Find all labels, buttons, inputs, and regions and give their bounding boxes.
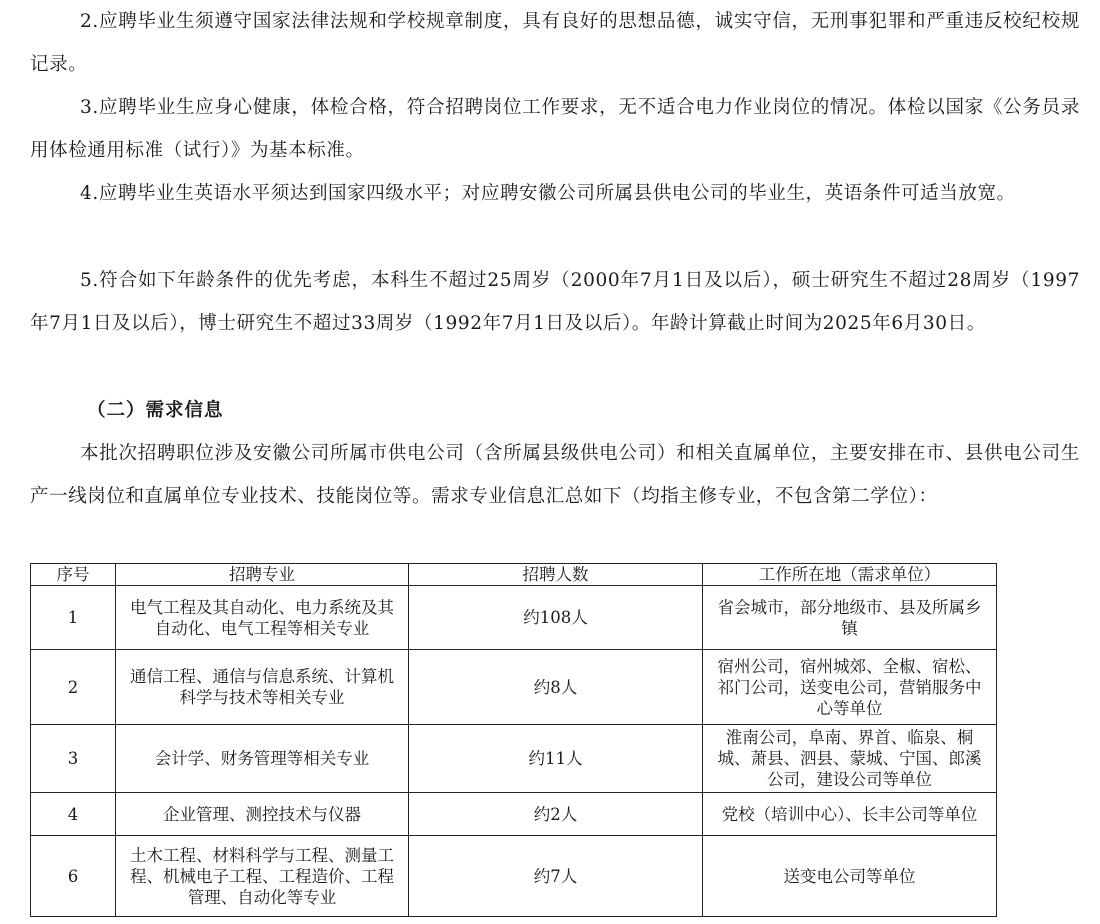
cell-location: 淮南公司，阜南、界首、临泉、桐城、萧县、泗县、蒙城、宁国、郎溪公司，建设公司等单位 [703, 725, 997, 793]
cell-location: 宿州公司，宿州城郊、全椒、宿松、祁门公司，送变电公司，营销服务中心等单位 [703, 650, 997, 725]
table-row [31, 793, 997, 836]
requirements-table [30, 563, 997, 917]
cell-major: 会计学、财务管理等相关专业 [116, 725, 409, 793]
cell-location: 送变电公司等单位 [703, 836, 997, 917]
header-location: 工作所在地（需求单位） [703, 564, 997, 586]
table-row [31, 836, 997, 917]
cell-count: 约2人 [409, 793, 703, 836]
paragraph-2: 2.应聘毕业生须遵守国家法律法规和学校规章制度，具有良好的思想品德，诚实守信，无刑事犯罪和严重违反校纪校规记录。 [30, 11, 1080, 75]
cell-count: 约8人 [409, 650, 703, 725]
cell-no: 4 [31, 793, 116, 836]
cell-no: 1 [31, 586, 116, 650]
header-count: 招聘人数 [409, 564, 703, 586]
paragraph-3: 3.应聘毕业生应身心健康，体检合格，符合招聘岗位工作要求，无不适合电力作业岗位的情况。体检以国家《公务员录用体检通用标准（试行）》为基本标准。 [30, 97, 1080, 161]
header-no: 序号 [31, 564, 116, 586]
table-header-row [31, 564, 997, 586]
cell-count: 约108人 [409, 586, 703, 650]
cell-major: 企业管理、测控技术与仪器 [116, 793, 409, 836]
section-heading: （二）需求信息 [87, 400, 224, 421]
cell-no: 3 [31, 725, 116, 793]
cell-major: 土木工程、材料科学与工程、测量工程、机械电子工程、工程造价、工程管理、自动化等专业 [116, 836, 409, 917]
cell-location: 省会城市，部分地级市、县及所属乡镇 [703, 586, 997, 650]
paragraph-4: 4.应聘毕业生英语水平须达到国家四级水平；对应聘安徽公司所属县供电公司的毕业生，英语条件可适当放宽。 [80, 183, 1016, 204]
table-row [31, 586, 997, 650]
header-major: 招聘专业 [116, 564, 409, 586]
table-row [31, 725, 997, 793]
cell-no: 6 [31, 836, 116, 917]
table-row [31, 650, 997, 725]
cell-major: 通信工程、通信与信息系统、计算机科学与技术等相关专业 [116, 650, 409, 725]
cell-no: 2 [31, 650, 116, 725]
cell-location: 党校（培训中心）、长丰公司等单位 [703, 793, 997, 836]
paragraph-5: 5.符合如下年龄条件的优先考虑，本科生不超过25周岁（2000年7月1日及以后），硕士研究生不超过28周岁（1997年7月1日及以后），博士研究生不超过33周岁（1992年7月1日及以后）。年龄计算截止时间为2025年6月30日。 [30, 270, 1080, 334]
cell-count: 约7人 [409, 836, 703, 917]
cell-major: 电气工程及其自动化、电力系统及其自动化、电气工程等相关专业 [116, 586, 409, 650]
intro-paragraph: 本批次招聘职位涉及安徽公司所属市供电公司（含所属县级供电公司）和相关直属单位，主要安排在市、县供电公司生产一线岗位和直属单位专业技术、技能岗位等。需求专业信息汇总如下（均指主修专业，不包含第二学位）： [30, 443, 1080, 507]
cell-count: 约11人 [409, 725, 703, 793]
